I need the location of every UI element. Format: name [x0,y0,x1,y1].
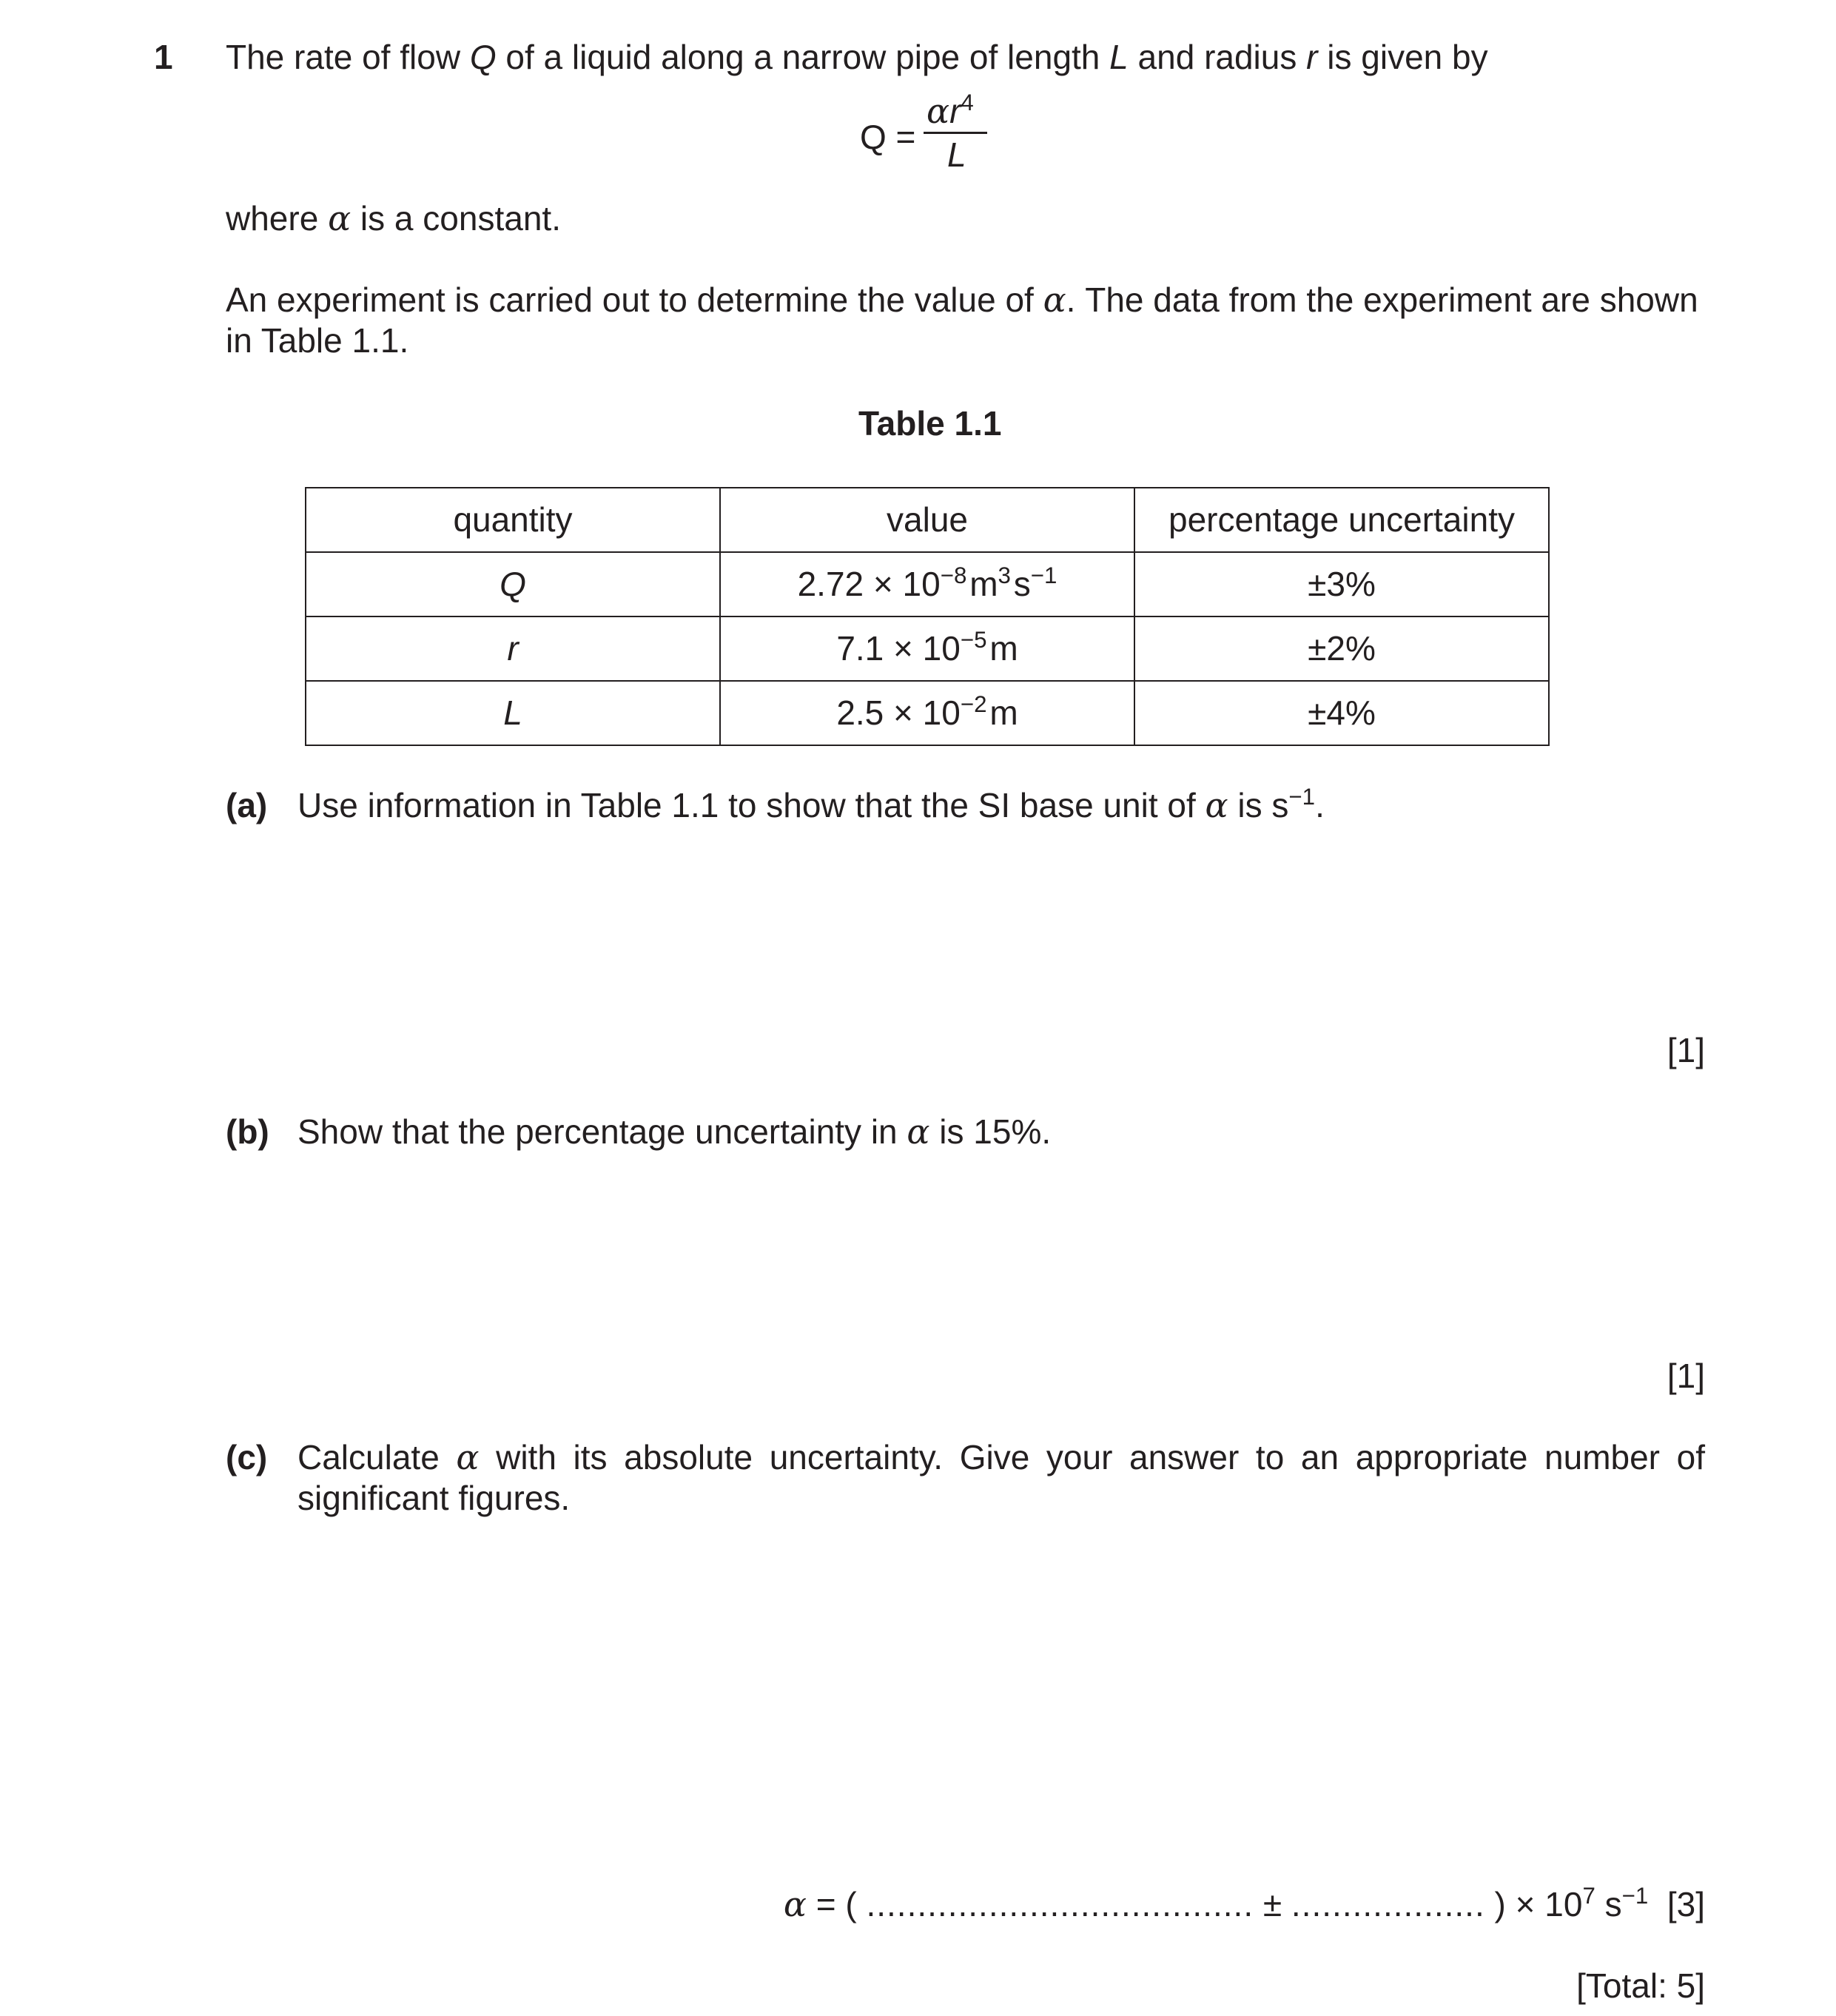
question-intro: The rate of flow Q of a liquid along a narrow pipe of length L and radius r is given by [226,38,1488,76]
cell-quantity: L [306,681,720,745]
question-number: 1 [154,38,173,76]
experiment-line-2: in Table 1.1. [226,321,409,360]
part-a-mark: [1] [1667,1031,1705,1069]
table-row [306,681,1549,745]
part-c-mark: [3] [1667,1885,1705,1923]
cell-value: $2.5 \times 10^{-2}$ m [720,681,1134,745]
formula-lhs: Q = [860,118,916,156]
part-b-text: Show that the percentage uncertainty in α is 15%. [297,1112,1052,1152]
header-value: value [720,488,1134,552]
part-c-label: (c) [226,1438,268,1476]
formula-numerator: $\alpha r^4$ [927,89,974,131]
where-line: where α is a constant. [226,198,561,238]
cell-uncertainty: ±3% [1134,552,1549,616]
part-b-mark: [1] [1667,1357,1705,1395]
fraction-bar [924,132,987,134]
answer-value-field[interactable]: ...................................... [866,1885,1254,1923]
table-row [306,616,1549,681]
data-table [305,487,1550,746]
part-a-label: (a) [226,786,268,824]
table-header-row [306,488,1549,552]
part-c-line-2: significant figures. [297,1479,571,1517]
part-c-line-1: Calculate α with its absolute uncertainty. Give your answer to an appropriate number of [297,1437,1705,1477]
answer-line: α = ( ...................................... ± ................... ) × $10^7$ $s^{-1}$ [3] [783,1882,1705,1924]
table-row [306,552,1549,616]
cell-quantity: Q [306,552,720,616]
part-b-label: (b) [226,1112,269,1151]
header-uncertainty: percentage uncertainty [1134,488,1549,552]
total-marks: [Total: 5] [1576,1966,1705,2005]
cell-uncertainty: ±4% [1134,681,1549,745]
formula-denominator: L [947,135,966,174]
table-caption: Table 1.1 [858,404,1002,443]
flow-formula [860,87,1008,176]
answer-uncertainty-field[interactable]: ................... [1291,1885,1485,1923]
header-quantity: quantity [306,488,720,552]
part-a-text: Use information in Table 1.1 to show that the SI base unit of α is $s^{-1}$. [297,783,1325,825]
cell-value: $2.72 \times 10^{-8}$ $m^3$ $s^{-1}$ [720,552,1134,616]
cell-value: $7.1 \times 10^{-5}$ m [720,616,1134,681]
cell-quantity: r [306,616,720,681]
experiment-line-1: An experiment is carried out to determine the value of α. The data from the experiment are shown [226,280,1698,320]
cell-uncertainty: ±2% [1134,616,1549,681]
